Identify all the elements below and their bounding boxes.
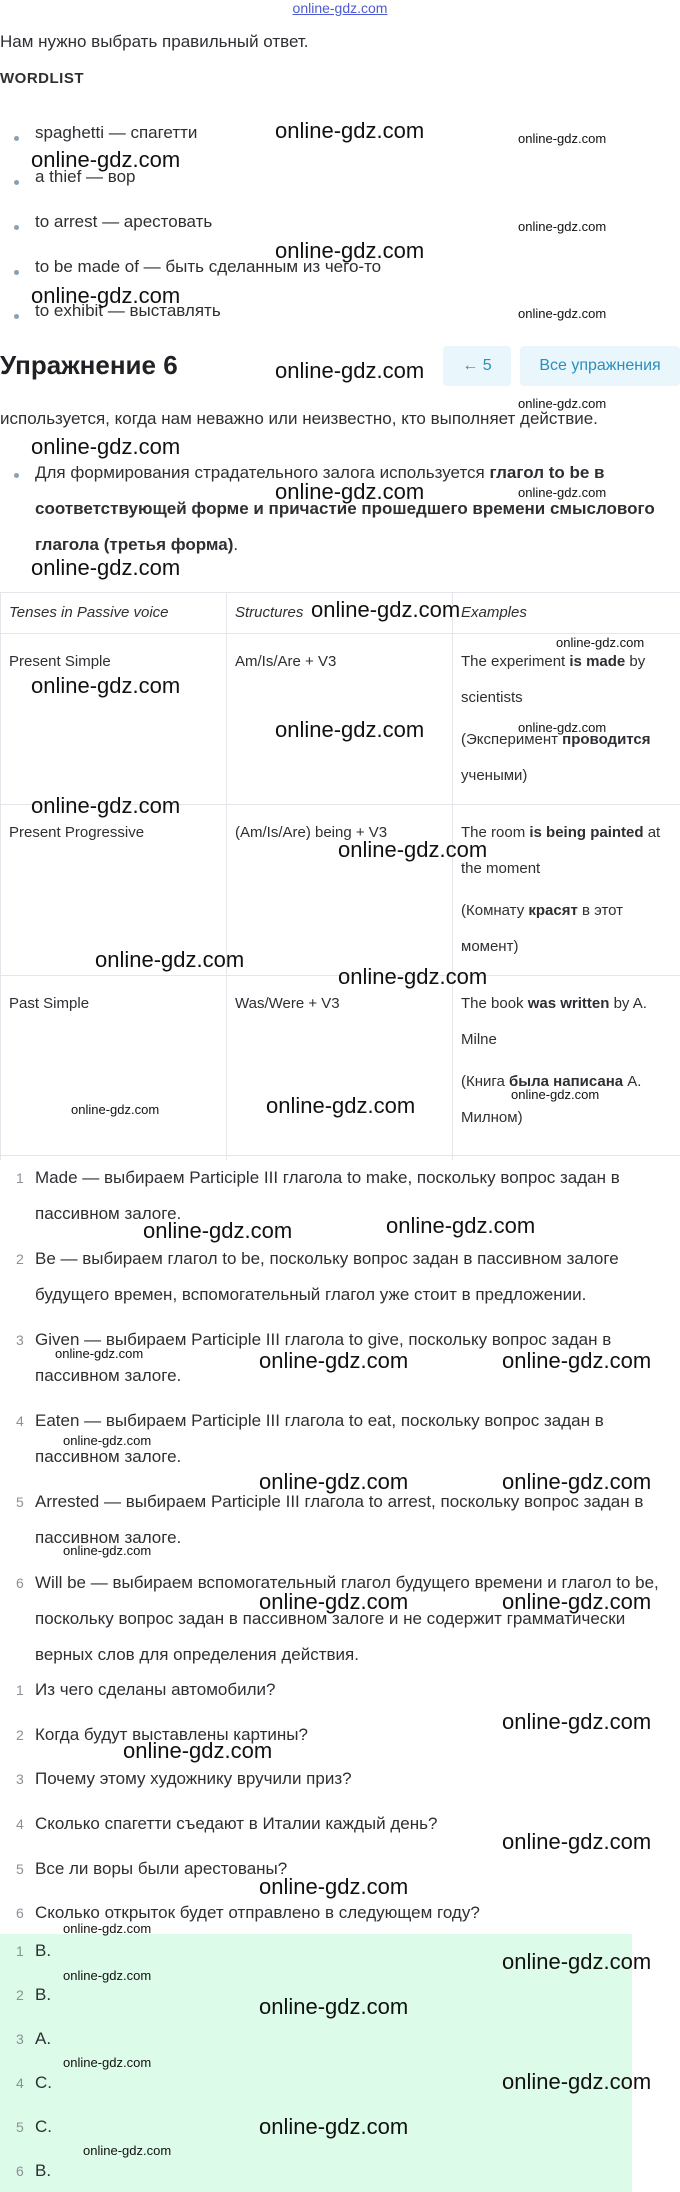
list-item: Made — выбираем Participle III глагола to make, поскольку вопрос задан в пассивном залоге. [35, 1168, 620, 1223]
list-item: Сколько открыток будет отправлено в следующем году? [35, 1903, 480, 1922]
watermark: online-gdz.com [502, 1348, 652, 1373]
watermark: online-gdz.com [518, 485, 607, 500]
tense-cell [1, 634, 227, 805]
watermark: online-gdz.com [55, 1346, 144, 1361]
example-text: by scientists [461, 653, 646, 706]
list-number: 2 [16, 1727, 24, 1743]
example-text: The experiment [461, 653, 570, 670]
example-bold: красят [528, 902, 578, 919]
example-text: The room [461, 824, 530, 841]
list-item: to exhibit — выставлять [35, 301, 221, 320]
example-text: (Комнату [461, 902, 529, 919]
example-en [461, 644, 672, 716]
watermark: online-gdz.com [275, 118, 425, 143]
watermark: online-gdz.com [259, 1589, 409, 1614]
watermark: online-gdz.com [83, 2143, 172, 2158]
formation-plain: Для формирования страдательного залога используется [35, 463, 490, 482]
table-header-cell: Examples [453, 593, 680, 634]
example-text: The book [461, 995, 528, 1012]
list-item: Given — выбираем Participle III глагола to give, поскольку вопрос задан в пассивном залоге. [35, 1330, 612, 1385]
list-number: 1 [16, 1943, 24, 1959]
list-item: to arrest — арестовать [35, 212, 213, 231]
watermark: online-gdz.com [63, 1433, 152, 1448]
example-en [461, 815, 672, 887]
example-text: (Эксперимент [461, 731, 563, 748]
example-bold: is made [569, 653, 626, 670]
list-bullet [14, 225, 19, 230]
site-link[interactable]: online-gdz.com [292, 0, 388, 16]
example-text: at the moment [461, 824, 661, 877]
list-number: 3 [16, 2031, 24, 2047]
watermark: online-gdz.com [31, 793, 181, 818]
list-number: 4 [16, 2075, 24, 2091]
watermark: online-gdz.com [556, 635, 645, 650]
watermark: online-gdz.com [71, 1102, 160, 1117]
structure-cell [227, 805, 453, 976]
watermark: online-gdz.com [266, 1093, 416, 1118]
watermark: online-gdz.com [338, 964, 488, 989]
watermark: online-gdz.com [259, 1874, 409, 1899]
wordlist-heading: WORDLIST [0, 70, 84, 87]
watermark: online-gdz.com [502, 2069, 652, 2094]
list-bullet [14, 473, 19, 478]
watermark: online-gdz.com [31, 673, 181, 698]
watermark: online-gdz.com [511, 1087, 600, 1102]
list-item: Все ли воры были арестованы? [35, 1859, 288, 1878]
list-item: Сколько спагетти съедают в Италии каждый день? [35, 1814, 438, 1833]
table-header-cell: Tenses in Passive voice [1, 593, 227, 634]
list-number: 1 [16, 1170, 24, 1186]
watermark: online-gdz.com [123, 1738, 273, 1763]
example-text: учеными) [461, 767, 528, 784]
watermark: online-gdz.com [502, 1829, 652, 1854]
choice-item: B. [35, 2161, 52, 2180]
list-item: Be — выбираем глагол to be, поскольку вопрос задан в пассивном залоге будущего времен, вспомогательный глагол уже стоит в предложении. [35, 1249, 619, 1304]
example-cell [453, 805, 680, 976]
watermark: online-gdz.com [502, 1709, 652, 1734]
formation-bold: глагол to be в соответствующей форме и причастие прошедшего времени смыслового глагола (третья форма) [35, 463, 655, 554]
example-bold: was written [527, 995, 610, 1012]
watermark: online-gdz.com [275, 238, 425, 263]
structure-label: Was/Were + V3 [235, 995, 340, 1012]
watermark: online-gdz.com [518, 219, 607, 234]
watermark: online-gdz.com [518, 131, 607, 146]
choice-item: C. [35, 2073, 52, 2092]
example-en [461, 986, 672, 1058]
watermark: online-gdz.com [386, 1213, 536, 1238]
list-number: 2 [16, 1251, 24, 1267]
list-item: Из чего сделаны автомобили? [35, 1680, 276, 1699]
exercise-title: Упражнение 6 [0, 350, 178, 380]
watermark: online-gdz.com [259, 1994, 409, 2019]
watermark: online-gdz.com [275, 358, 425, 383]
choice-item: C. [35, 2117, 52, 2136]
list-number: 6 [16, 1905, 24, 1921]
formation-text [35, 455, 675, 563]
structure-label: Am/Is/Are + V3 [235, 653, 337, 670]
example-text: (Книга [461, 1073, 510, 1090]
formation-end: . [233, 535, 239, 554]
watermark: online-gdz.com [31, 434, 181, 459]
structure-label: (Am/Is/Are) being + V3 [235, 824, 388, 841]
watermark: online-gdz.com [275, 479, 425, 504]
list-item: Когда будут выставлены картины? [35, 1725, 308, 1744]
intro-text: Нам нужно выбрать правильный ответ. [0, 32, 309, 51]
example-bold: is being painted [529, 824, 644, 841]
example-text: А. Милном) [461, 1073, 642, 1126]
watermark: online-gdz.com [518, 396, 607, 411]
watermark: online-gdz.com [95, 947, 245, 972]
watermark: online-gdz.com [259, 1469, 409, 1494]
list-item: Will be — выбираем вспомогательный глагол будущего времени и глагол to be, поскольку вопрос задан в пассивном залоге и не содержит грамматически верных слов для определения действия. [35, 1573, 659, 1664]
example-cell [453, 976, 680, 1156]
watermark: online-gdz.com [275, 717, 425, 742]
list-number: 3 [16, 1332, 24, 1348]
list-number: 2 [16, 1987, 24, 2003]
watermark: online-gdz.com [63, 2055, 152, 2070]
watermark: online-gdz.com [259, 1348, 409, 1373]
list-number: 4 [16, 1413, 24, 1429]
list-item: a thief — вор [35, 167, 136, 186]
all-exercises-button[interactable]: Все упражнения [520, 346, 680, 386]
list-bullet [14, 270, 19, 275]
watermark: online-gdz.com [63, 1543, 152, 1558]
watermark: online-gdz.com [502, 1469, 652, 1494]
list-number: 5 [16, 1861, 24, 1877]
tense-label: Past Simple [9, 995, 90, 1012]
example-cell [453, 634, 680, 805]
watermark: online-gdz.com [143, 1218, 293, 1243]
watermark: online-gdz.com [518, 720, 607, 735]
watermark: online-gdz.com [502, 1949, 652, 1974]
watermark: online-gdz.com [31, 147, 181, 172]
structure-cell [227, 976, 453, 1156]
table-header-cell: Structures [227, 593, 453, 634]
table-row [1, 976, 680, 1156]
list-item: to be made of — быть сделанным из чего-то [35, 257, 382, 276]
tense-cell [1, 976, 227, 1156]
list-number: 6 [16, 1575, 24, 1591]
list-bullet [14, 136, 19, 141]
prev-exercise-button[interactable]: ← 5 [443, 346, 511, 386]
example-bold: проводится [562, 731, 651, 748]
tense-label: Present Simple [9, 653, 111, 670]
passive-note: используется, когда нам неважно или неизвестно, кто выполняет действие. [0, 409, 598, 428]
watermark: online-gdz.com [63, 1921, 152, 1936]
choice-item: A. [35, 2029, 52, 2048]
list-item: Почему этому художнику вручили приз? [35, 1769, 352, 1788]
choice-item: B. [35, 1941, 52, 1960]
list-item: Eaten — выбираем Participle III глагола to eat, поскольку вопрос задан в пассивном залоге. [35, 1411, 604, 1466]
list-number: 5 [16, 2119, 24, 2135]
example-text: by A. Milne [461, 995, 647, 1048]
watermark: online-gdz.com [63, 1968, 152, 1983]
example-text: в этот момент) [461, 902, 624, 955]
list-number: 5 [16, 1494, 24, 1510]
choice-item: B. [35, 1985, 52, 2004]
watermark: online-gdz.com [502, 1589, 652, 1614]
watermark: online-gdz.com [311, 597, 461, 622]
watermark: online-gdz.com [518, 306, 607, 321]
list-number: 3 [16, 1771, 24, 1787]
watermark: online-gdz.com [31, 555, 181, 580]
watermark: online-gdz.com [259, 2114, 409, 2139]
list-bullet [14, 180, 19, 185]
watermark: online-gdz.com [31, 283, 181, 308]
list-bullet [14, 314, 19, 319]
example-ru [461, 893, 672, 965]
example-bold: была написана [509, 1073, 624, 1090]
list-item: spaghetti — спагетти [35, 123, 198, 142]
list-number: 4 [16, 1816, 24, 1832]
list-number: 1 [16, 1682, 24, 1698]
watermark: online-gdz.com [338, 837, 488, 862]
list-number: 6 [16, 2163, 24, 2179]
tense-label: Present Progressive [9, 824, 145, 841]
list-item: Arrested — выбираем Participle III глагола to arrest, поскольку вопрос задан в пассивном залоге. [35, 1492, 644, 1547]
